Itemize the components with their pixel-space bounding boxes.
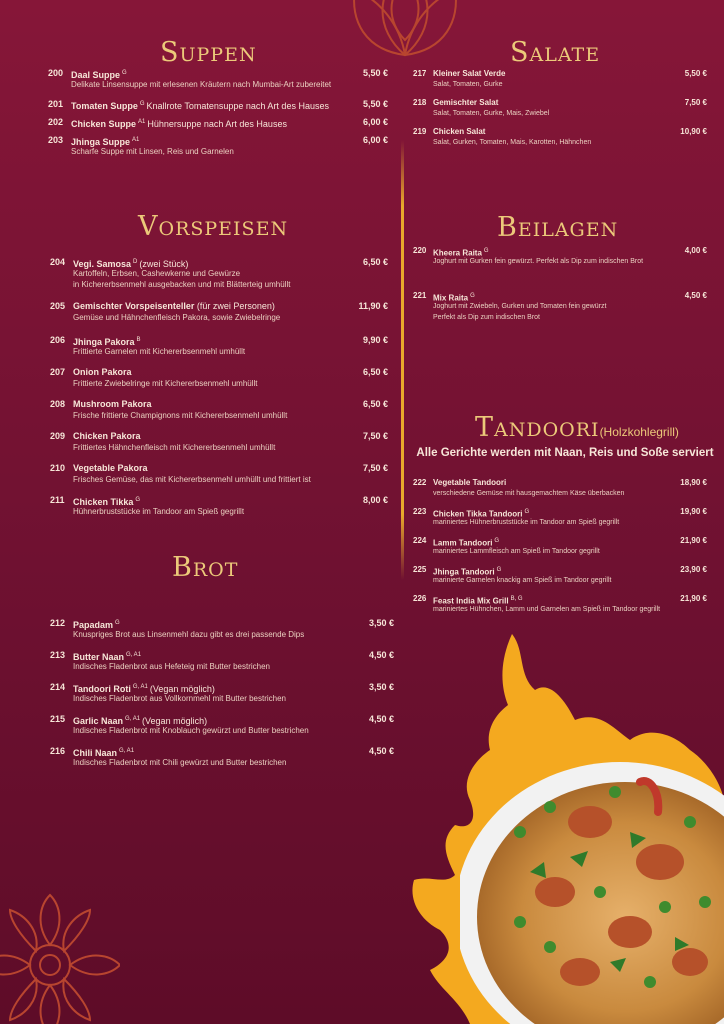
menu-item-225 <box>413 564 707 588</box>
item-name-text: Tomaten Suppe <box>71 101 138 111</box>
item-description: Salat, Gurken, Tomaten, Mais, Karotten, Hähnchen <box>433 139 592 146</box>
item-description: Joghurt mit Zwiebeln, Gurken und Tomaten fein gewürzt <box>433 303 607 310</box>
item-price: 18,90 € <box>680 478 707 487</box>
item-price: 7,50 € <box>684 98 707 107</box>
item-price: 3,50 € <box>368 618 394 628</box>
allergen-code: G <box>494 538 500 544</box>
item-name-text: Garlic Naan <box>73 716 124 726</box>
item-number: 200 <box>48 68 64 78</box>
item-name <box>73 430 141 442</box>
item-extra: Knallrote Tomatensuppe nach Art des Hauses <box>146 101 329 111</box>
item-price: 6,00 € <box>362 117 388 127</box>
item-name-text: Papadam <box>73 620 114 630</box>
item-name-text: Chicken Pakora <box>73 431 141 441</box>
menu-item-224 <box>413 535 707 559</box>
menu-item-222 <box>413 477 707 501</box>
menu-item-200 <box>48 67 388 91</box>
item-name <box>73 462 148 474</box>
item-name <box>73 398 152 410</box>
item-number: 216 <box>50 746 66 756</box>
section-title-tandoori-text: Tandoori <box>475 412 600 443</box>
allergen-code: G <box>496 567 502 573</box>
item-number: 210 <box>50 463 66 473</box>
allergen-code: A1 <box>138 119 146 125</box>
menu-item-214 <box>50 681 394 705</box>
item-description: Frittierte Garnelen mit Kichererbsenmehl umhüllt <box>73 347 246 356</box>
allergen-code: G <box>470 293 475 299</box>
section-title-vorspeisen: Vorspeisen <box>138 211 289 242</box>
item-name-text: Gemischter Vorspeisenteller <box>73 301 195 311</box>
item-name <box>71 116 287 130</box>
item-name-text: Lamm Tandoori <box>433 538 493 548</box>
section-title-salate: Salate <box>510 37 601 68</box>
menu-item-211 <box>50 494 388 518</box>
item-price: 4,50 € <box>368 714 394 724</box>
item-description: mariniertes Hühnerbruststücke im Tandoor am Spieß gegrillt <box>433 519 620 526</box>
item-extra: (für zwei Personen) <box>194 301 275 311</box>
mandala-icon <box>345 0 465 60</box>
menu-item-203 <box>48 134 388 158</box>
item-number: 208 <box>50 399 66 409</box>
item-name-text: Chicken Salat <box>433 127 486 136</box>
item-description: Salat, Tomaten, Gurke, Mais, Zwiebel <box>433 110 550 117</box>
allergen-code: G <box>524 509 530 515</box>
tandoori-subtitle: Alle Gerichte werden mit Naan, Reis und Soße serviert <box>416 447 714 459</box>
allergen-code: D <box>133 259 138 265</box>
section-title-beilagen: Beilagen <box>497 212 619 243</box>
allergen-code: B <box>136 337 141 343</box>
item-price: 6,50 € <box>362 367 388 377</box>
item-price: 9,90 € <box>362 335 388 345</box>
item-number: 226 <box>413 594 427 603</box>
item-number: 222 <box>413 478 427 487</box>
item-description: Frisches Gemüse, das mit Kichererbsenmehl umhüllt und frittiert ist <box>73 475 311 484</box>
menu-item-207 <box>50 366 388 390</box>
column-divider <box>401 140 404 580</box>
menu-item-210 <box>50 462 388 486</box>
item-description: Scharfe Suppe mit Linsen, Reis und Garnelen <box>71 147 234 156</box>
allergen-code: G <box>483 248 489 254</box>
item-description: Indisches Fladenbrot aus Vollkornmehl mit Butter bestrichen <box>73 694 286 703</box>
item-extra: (zwei Stück) <box>139 259 189 269</box>
item-name-text: Kheera Raita <box>433 248 482 258</box>
item-description: Indisches Fladenbrot aus Hefeteig mit Butter bestrichen <box>73 662 270 671</box>
item-name-text: Butter Naan <box>73 652 125 662</box>
item-name-text: Chicken Tikka <box>73 497 134 507</box>
item-number: 213 <box>50 650 66 660</box>
menu-item-215 <box>50 713 394 737</box>
menu-item-208 <box>50 398 388 422</box>
menu-item-213 <box>50 649 394 673</box>
item-description: mariniertes Lammfleisch am Spieß im Tandoor gegrillt <box>433 548 600 555</box>
item-description: Knuspriges Brot aus Linsenmehl dazu gibt es drei passende Dips <box>73 630 305 639</box>
item-name-text: Feast India Mix Grill <box>433 596 509 606</box>
item-number: 212 <box>50 618 66 628</box>
section-title-tandoori <box>475 413 679 447</box>
item-price: 7,50 € <box>362 463 388 473</box>
item-name-text: Vegetable Pakora <box>73 463 148 473</box>
item-number: 225 <box>413 565 427 574</box>
item-number: 204 <box>50 257 66 267</box>
allergen-code: B, G <box>510 596 523 602</box>
item-description: Gemüse und Hähnchenfleisch Pakora, sowie Zwiebelringe <box>73 313 281 322</box>
item-name-text: Jhinga Tandoori <box>433 567 495 577</box>
menu-item-219 <box>413 126 707 150</box>
item-extra: (Vegan möglich) <box>142 716 208 726</box>
item-number: 203 <box>48 135 64 145</box>
item-description: verschiedene Gemüse mit hausgemachtem Käse überbacken <box>433 490 625 497</box>
item-number: 218 <box>413 98 427 107</box>
item-price: 4,50 € <box>368 650 394 660</box>
allergen-code: G <box>115 620 120 626</box>
item-name-text: Gemischter Salat <box>433 98 499 107</box>
item-number: 214 <box>50 682 66 692</box>
item-number: 211 <box>50 495 65 505</box>
allergen-code: A1 <box>132 137 140 143</box>
item-name <box>71 98 329 112</box>
section-title-tandoori-note: (Holzkohlegrill) <box>599 425 679 439</box>
allergen-code: G <box>135 497 141 503</box>
item-name-text: Chicken Tikka Tandoori <box>433 509 523 519</box>
item-name-text: Onion Pakora <box>73 367 132 377</box>
item-name <box>73 366 132 378</box>
menu-item-223 <box>413 506 707 530</box>
item-number: 201 <box>48 99 64 109</box>
menu-item-217 <box>413 68 707 92</box>
item-description: Kartoffeln, Erbsen, Cashewkerne und Gewürze <box>73 269 241 278</box>
item-price: 5,50 € <box>362 99 388 109</box>
menu-item-218 <box>413 97 707 121</box>
item-number: 221 <box>413 291 427 300</box>
menu-item-216 <box>50 745 394 769</box>
item-number: 205 <box>50 301 66 311</box>
item-number: 207 <box>50 367 66 377</box>
item-price: 10,90 € <box>680 127 707 136</box>
item-price: 6,50 € <box>362 399 388 409</box>
item-number: 223 <box>413 507 427 516</box>
item-price: 6,50 € <box>362 257 388 267</box>
item-price: 19,90 € <box>680 507 707 516</box>
item-name-text: Vegetable Tandoori <box>433 478 507 487</box>
item-description-line2: Perfekt als Dip zum indischen Brot <box>433 314 540 321</box>
item-price: 8,00 € <box>362 495 388 505</box>
item-price: 4,50 € <box>684 291 707 300</box>
item-number: 220 <box>413 246 427 255</box>
menu-item-204 <box>50 256 388 292</box>
section-title-brot: Brot <box>172 552 239 583</box>
item-description: Salat, Tomaten, Gurke <box>433 81 503 88</box>
item-price: 6,00 € <box>362 135 388 145</box>
item-price: 21,90 € <box>680 536 707 545</box>
item-name-text: Tandoori Roti <box>73 684 131 694</box>
item-name-text: Chicken Suppe <box>71 119 137 129</box>
item-description: Frittiertes Hähnchenfleisch mit Kichererbsenmehl umhüllt <box>73 443 276 452</box>
item-name-text: Mushroom Pakora <box>73 399 152 409</box>
item-number: 224 <box>413 536 427 545</box>
menu-item-209 <box>50 430 388 454</box>
item-number: 202 <box>48 117 64 127</box>
item-price: 4,50 € <box>368 746 394 756</box>
item-description: Frische frittierte Champignons mit Kichererbsenmehl umhüllt <box>73 411 288 420</box>
item-extra: (Vegan möglich) <box>149 684 215 694</box>
biryani-bowl-image <box>460 762 724 1024</box>
item-description: Frittierte Zwiebelringe mit Kichererbsenmehl umhüllt <box>73 379 258 388</box>
item-price: 4,00 € <box>684 246 707 255</box>
item-description: Joghurt mit Gurken fein gewürzt. Perfekt als Dip zum indischen Brot <box>433 258 644 265</box>
item-number: 217 <box>413 69 427 78</box>
item-name-text: Jhinga Suppe <box>71 137 131 147</box>
item-name-text: Jhinga Pakora <box>73 337 135 347</box>
item-number: 219 <box>413 127 427 136</box>
menu-item-205 <box>50 300 388 324</box>
item-description: Delikate Linsensuppe mit erlesenen Kräutern nach Mumbai-Art zubereitet <box>71 80 332 89</box>
allergen-code: G, A1 <box>132 684 148 690</box>
item-price: 23,90 € <box>680 565 707 574</box>
item-extra: Hühnersuppe nach Art des Hauses <box>147 119 287 129</box>
item-number: 209 <box>50 431 66 441</box>
item-description: Indisches Fladenbrot mit Knoblauch gewürzt und Butter bestrichen <box>73 726 309 735</box>
item-description-line2: in Kichererbsenmehl ausgebacken und mit Blätterteig umhüllt <box>73 280 291 289</box>
item-name-text: Daal Suppe <box>71 70 121 80</box>
item-description: mariniertes Hühnchen, Lamm und Garnelen am Spieß im Tandoor gegrillt <box>433 606 661 613</box>
mandala-icon <box>0 890 120 1024</box>
menu-item-220 <box>413 245 707 269</box>
item-price: 5,50 € <box>684 69 707 78</box>
item-number: 215 <box>50 714 66 724</box>
item-name-text: Kleiner Salat Verde <box>433 69 506 78</box>
item-price: 21,90 € <box>680 594 707 603</box>
allergen-code: G, A1 <box>126 652 142 658</box>
menu-item-226 <box>413 593 707 617</box>
item-description: Indisches Fladenbrot mit Chili gewürzt und Butter bestrichen <box>73 758 287 767</box>
menu-item-221 <box>413 290 707 326</box>
section-title-suppen: Suppen <box>160 37 257 68</box>
item-name-text: Chili Naan <box>73 748 118 758</box>
item-price: 7,50 € <box>362 431 388 441</box>
allergen-code: G, A1 <box>119 748 135 754</box>
allergen-code: G <box>122 70 127 76</box>
item-price: 3,50 € <box>368 682 394 692</box>
menu-item-206 <box>50 334 388 358</box>
allergen-code: G <box>139 101 145 107</box>
item-name-text: Mix Raita <box>433 293 469 303</box>
item-name <box>73 300 275 312</box>
item-price: 11,90 € <box>358 301 388 311</box>
allergen-code: G, A1 <box>125 716 141 722</box>
item-price: 5,50 € <box>362 68 388 78</box>
item-description: marinierte Garnelen knackig am Spieß im Tandoor gegrillt <box>433 577 612 584</box>
item-name-text: Vegi. Samosa <box>73 259 132 269</box>
menu-item-212 <box>50 617 394 641</box>
item-number: 206 <box>50 335 66 345</box>
item-description: Hühnerbruststücke im Tandoor am Spieß gegrillt <box>73 507 245 516</box>
